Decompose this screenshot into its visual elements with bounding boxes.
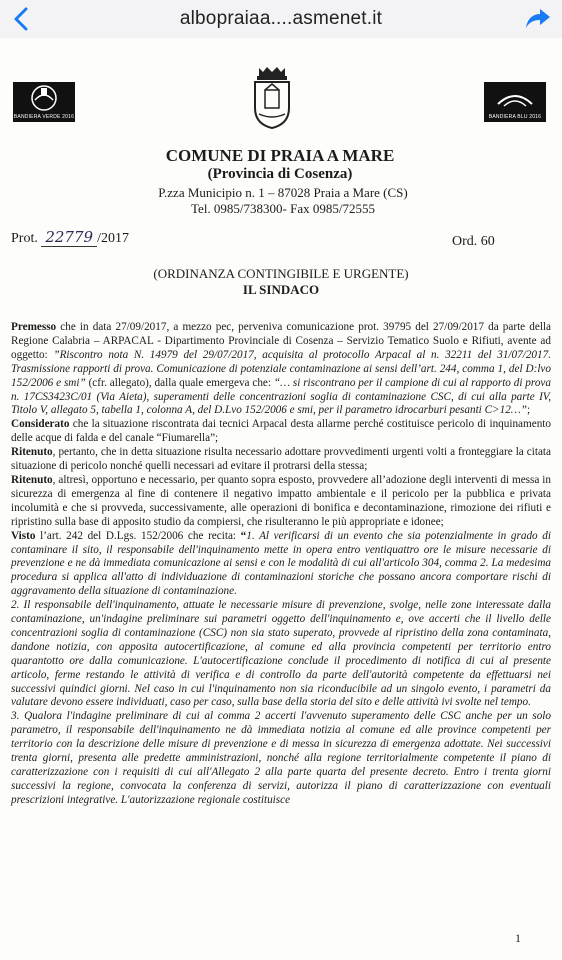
bandiera-blu-logo: [484, 82, 546, 122]
visto-label: Visto: [11, 529, 36, 542]
document-page: [0, 38, 562, 960]
badge-right-caption: BANDIERA BLU 2016: [488, 114, 542, 120]
visto-article-1: 1. Al verificarsi di un evento che sia potenzialmente in grado di contaminare il sito, il responsabile dell'inquinamento mette in opera entro ventiquattro ore le misure necessarie di prevenzione e ne dà immediata comunicazione ai sensi e con le modalità di cui all'articolo 304, comma 2. La medesima procedura si applica all'atto di individuazione di contaminazioni storiche che possano ancora comportare rischi di aggravamento della situazione di contaminazione.: [11, 529, 551, 598]
comune-title: COMUNE DI PRAIA A MARE: [165, 146, 395, 165]
paragraph-ritenuto-2: [11, 474, 551, 530]
sindaco-heading: IL SINDACO: [242, 282, 320, 297]
premesso-end: ;: [526, 404, 531, 417]
provincia-title: (Provincia di Cosenza): [207, 166, 353, 182]
protocol-label: Prot.: [11, 231, 38, 246]
share-button[interactable]: [522, 4, 554, 34]
premesso-text: che in data 27/09/2017, a mezzo pec, perveniva comunicazione prot. 39795 del 27/09/2017 da parte della Regione Calabria – ARPACAL - Dipartimento Provinciale di Cosenza – Servizio Tematico Suolo e Rifiuti, avente ad oggetto:: [11, 321, 551, 361]
url-label[interactable]: albopraiaa....asmenet.it: [179, 8, 383, 29]
share-arrow-icon: [525, 8, 551, 30]
visto-quote-mark: “: [240, 529, 247, 542]
telephone-line: Tel. 0985/738300- Fax 0985/72555: [191, 201, 375, 216]
document-body: [11, 321, 551, 808]
paragraph-article-3: [11, 710, 551, 807]
ritenuto-altresi-label: Ritenuto: [11, 473, 53, 486]
article-comma-2: 2. Il responsabile dell'inquinamento, attuate le necessarie misure di prevenzione, svolge, nelle zone interessate dalla contaminazione, un'indagine preliminare sui parametri oggetto dell'inquinamento e, ove accerti che il livello delle concentrazioni soglia di contaminazione (CSC) non sia stato superato, provvede al ripristino della zona contaminata, dandone notizia, con apposita autocertificazione, al comune ed alla provincia competenti per territorio entro quarantotto ore dalla comunicazione. L'autocertificazione conclude il procedimento di notifica di cui al presente articolo, ferme restando le attività di verifica e di controllo da parte dell'autorità competente da effettuarsi nei successivi quindici giorni. Nel caso in cui l'inquinamento non sia riconducibile ad un singolo evento, i parametri da valutare devono essere individuati, caso per caso, sulla base della storia del sito e delle attività ivi svolte nel tempo.: [11, 599, 551, 709]
considerato-text: che la situazione riscontrata dai tecnici Arpacal desta allarme perché costituisce pericolo di inquinamento delle acque di falda e del canale “Fiumarella”;: [11, 418, 551, 445]
ritenuto-label: Ritenuto: [11, 446, 53, 459]
premesso-subject: ”Riscontro nota N. 14979 del 29/07/2017, acquisita al protocollo Arpacal al n. 32211 del 31/07/2017. Trasmissione rapporti di prova. Comunicazione di potenziale contaminazione ai sensi dell’art. 244, comma 1, del D:lvo 152/2006 e smi”: [11, 348, 551, 389]
paragraph-visto: [11, 530, 551, 600]
bandiera-verde-logo: [13, 82, 75, 122]
badge-left-caption: BANDIERA VERDE 2016: [13, 114, 75, 120]
ritenuto-altresi-text: , altresì, opportuno e necessario, per quanto sopra esposto, provvedere all’adozione degli interventi di messa in sicurezza di emergenza al fine di contenere il negativo impatto ambientale e il pericolo per la pubblica e privata incolumità e che si provveda, successivamente, alle operazioni di bonifica e decontaminazione, rimozione dei rifiuti e ripristino sulla base di apposito studio da compiersi, che risulteranno le più appropriate e idonee;: [11, 473, 551, 528]
premesso-text-2: (cfr. allegato), dalla quale emergeva che:: [85, 376, 274, 389]
page-number: 1: [515, 931, 521, 945]
article-comma-3: 3. Qualora l'indagine preliminare di cui al comma 2 accerti l'avvenuto superamento delle CSC anche per un solo parametro, il responsabile dell'inquinamento ne dà immediata notizia al comune ed alle province competenti per territorio con la descrizione delle misure di prevenzione e di messa in sicurezza di emergenza adottate. Nei successivi trenta giorni, presenta alle predette amministrazioni, nonché alla regione territorialmente competente il piano di caratterizzazione con i requisiti di cui all'Allegato 2 alla parte quarta del presente decreto. Entro i trenta giorni successivi la regione, convocata la conferenza di servizi, autorizza il piano di caratterizzazione con eventuali prescrizioni integrative. L'autorizzazione regionale costituisce: [11, 710, 551, 806]
municipal-crest-icon: [249, 64, 295, 130]
ordinance-number: Ord. 60: [452, 234, 495, 249]
premesso-label: Premesso: [11, 321, 57, 333]
address-line: P.zza Municipio n. 1 – 87028 Praia a Mare (CS): [158, 185, 408, 200]
protocol-line: [11, 228, 129, 247]
premesso-quote: “… si riscontrano per il campione di cui al rapporto di prova n. 17CS3423C/01 (Via Aieta), superamenti delle concentrazioni soglia di contaminazione CSC, di cui alla parte IV, Titolo V, allegato 5, tabella 1, colonna A, del D.Lvo 152/2006 e smi, per il parametro idrocarburi pesanti C>12…”: [11, 376, 551, 417]
considerato-label: Considerato: [11, 418, 70, 431]
visto-text: l’art. 242 del D.Lgs. 152/2006 che recita:: [35, 529, 241, 542]
blue-flag-logo-icon: [484, 82, 546, 114]
protocol-year: /2017: [97, 231, 129, 246]
protocol-number: 22779: [41, 228, 97, 247]
flag-logo-icon: [13, 82, 75, 114]
paragraph-considerato: [11, 418, 551, 446]
ritenuto-text: , pertanto, che in detta situazione risulta necessario adottare provvedimenti urgenti volti a fronteggiare la citata situazione di pericolo nonché quelli necessari ad evitare il protrarsi della stessa;: [11, 446, 551, 473]
paragraph-article-2: [11, 599, 551, 710]
browser-toolbar: [0, 0, 562, 39]
paragraph-ritenuto-1: [11, 446, 551, 474]
paragraph-premesso: [11, 321, 551, 418]
ordinance-type: (ORDINANZA CONTINGIBILE E URGENTE): [153, 266, 409, 281]
